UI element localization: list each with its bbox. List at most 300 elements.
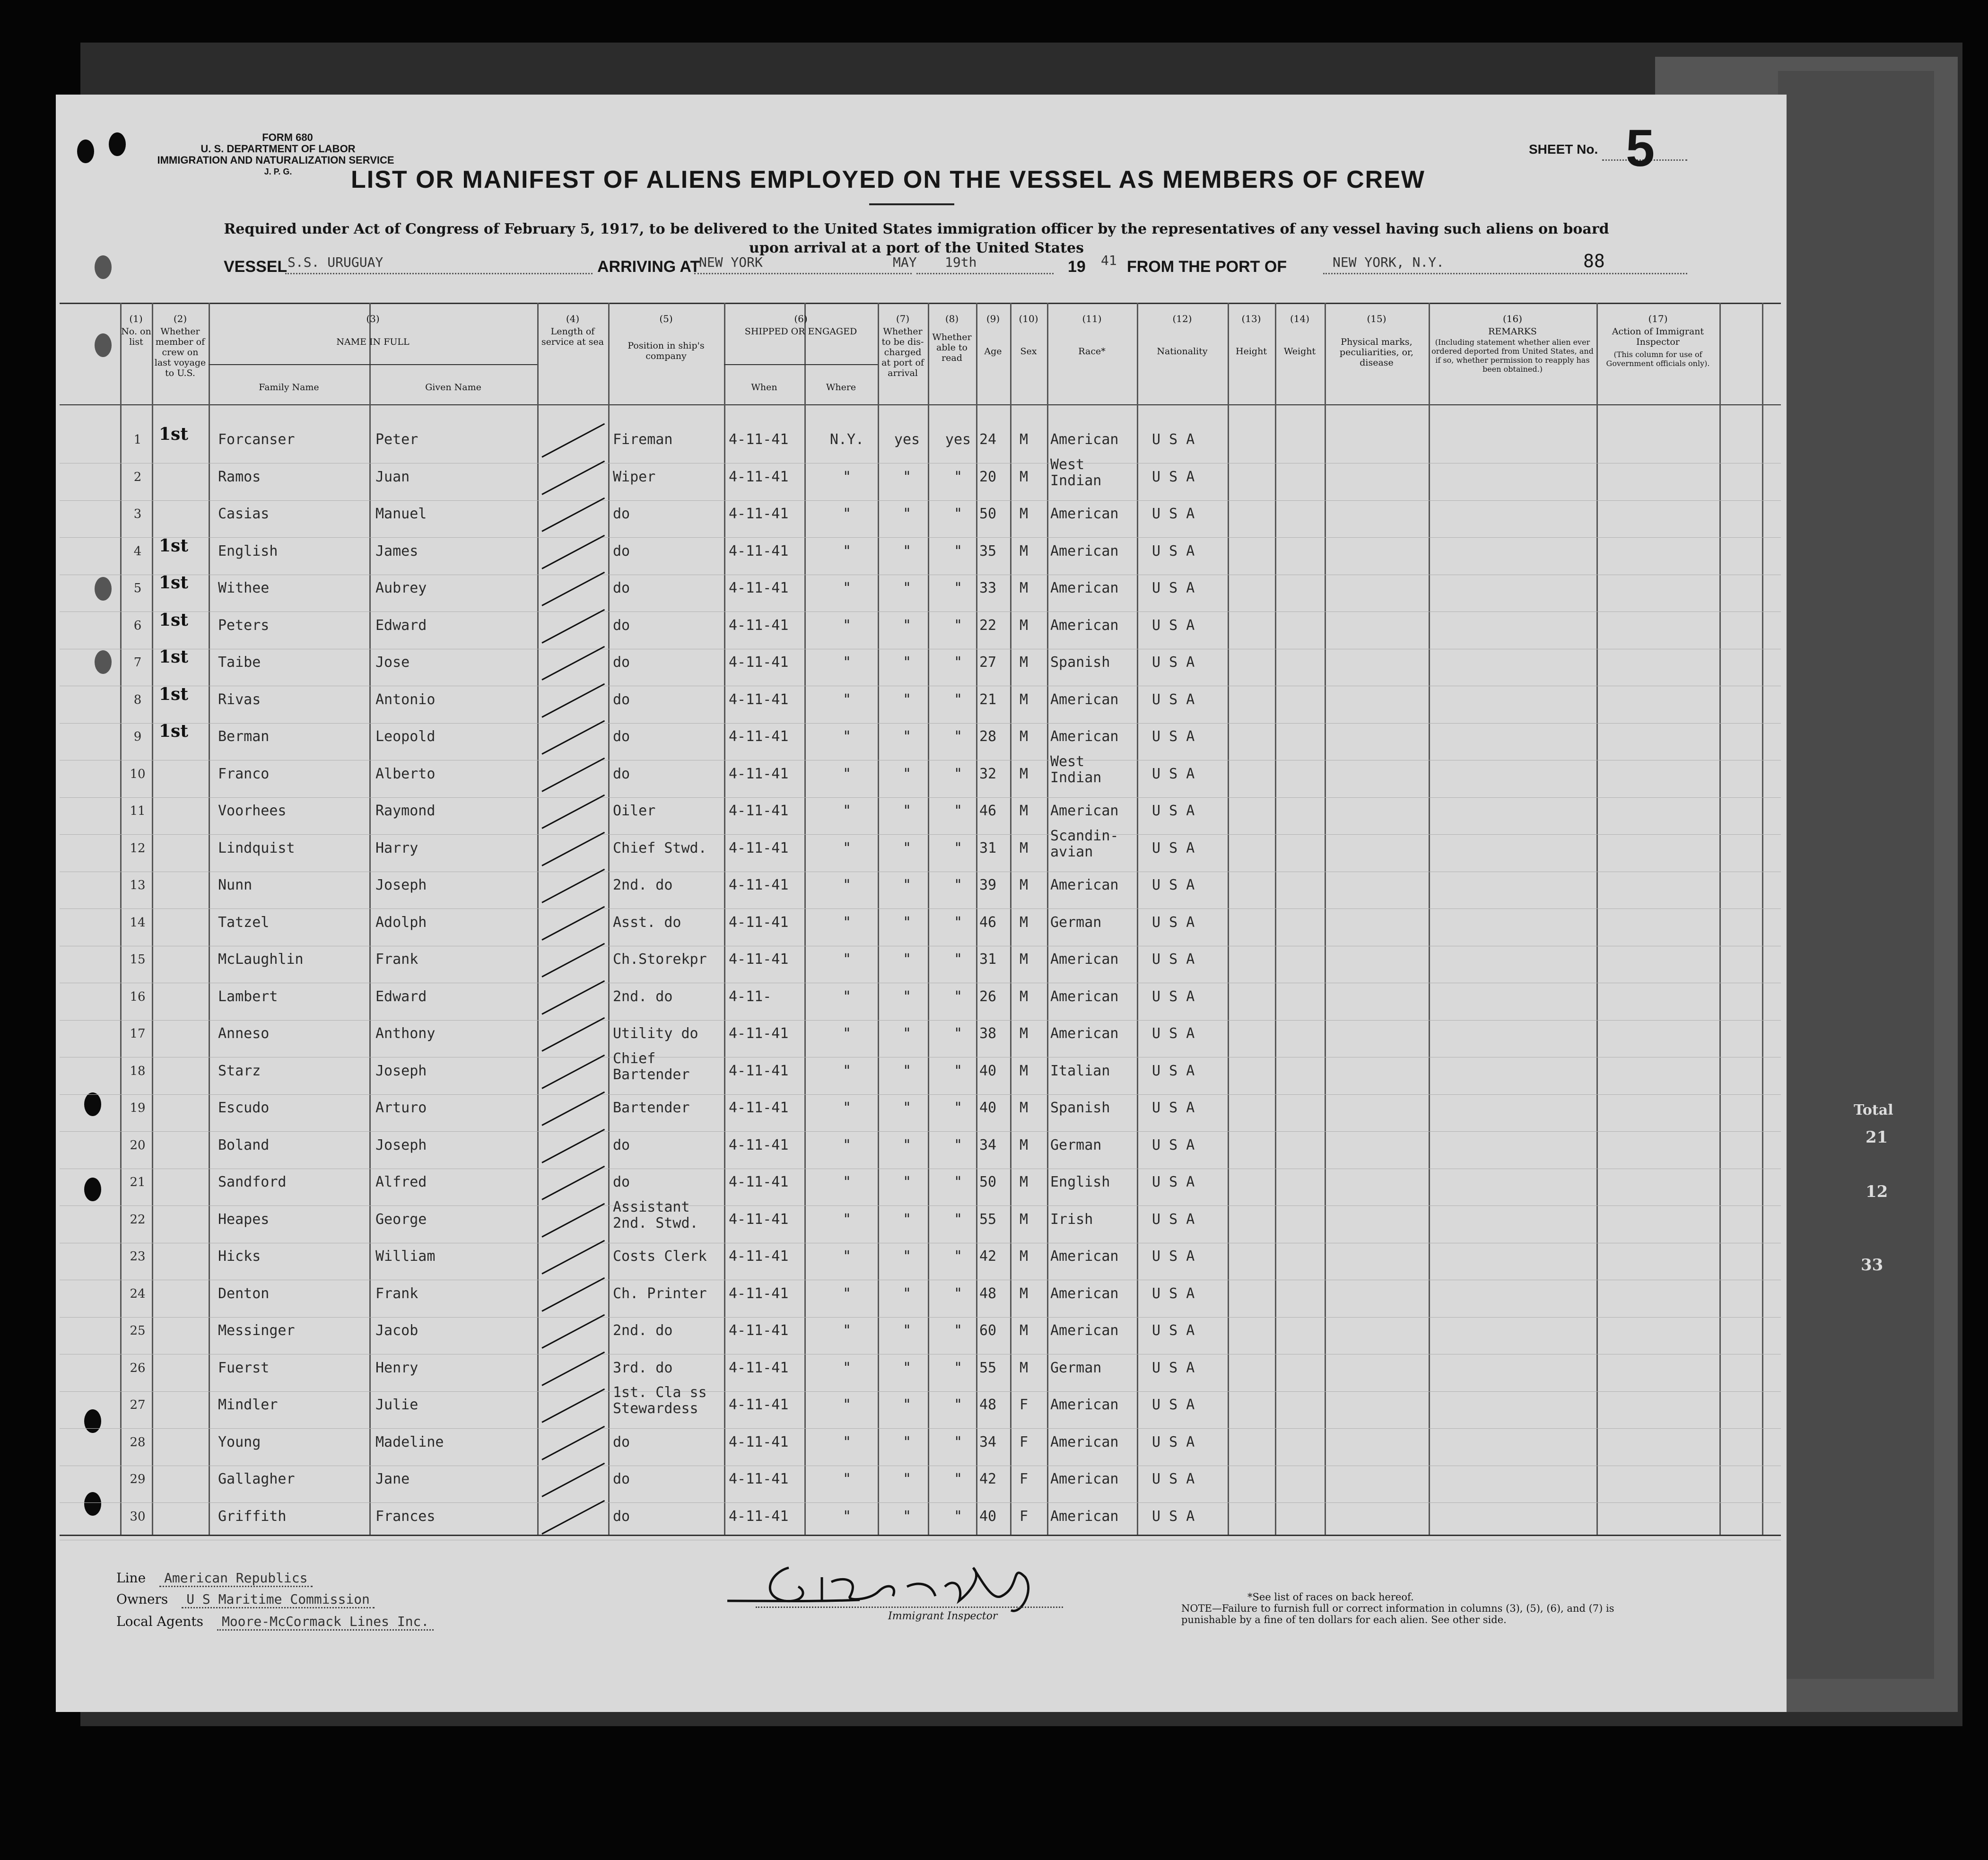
table-row <box>60 1096 1781 1133</box>
race: American <box>1050 617 1119 634</box>
service-tick-mark <box>541 980 605 1014</box>
shipped-when: 4-11- <box>729 988 772 1005</box>
row-number: 2 <box>133 470 142 484</box>
shipped-when: 4-11-41 <box>729 1285 789 1302</box>
given-name: Joseph <box>375 1136 427 1153</box>
position: Ch. Printer <box>613 1285 707 1302</box>
nationality: U S A <box>1152 839 1195 856</box>
nationality: U S A <box>1152 1397 1195 1413</box>
shipped-where: " <box>842 1025 852 1042</box>
head-action: Action of Immigrant Inspector <box>1612 326 1704 347</box>
prior-voyage-mark: 1st <box>159 573 188 593</box>
race: American <box>1050 580 1119 596</box>
sheet-number: 5 <box>1626 119 1655 177</box>
discharged: " <box>902 1322 912 1339</box>
age: 34 <box>979 1433 997 1450</box>
table-row <box>60 1282 1781 1319</box>
sex: M <box>1020 951 1029 968</box>
head-given-name: Given Name <box>425 382 481 393</box>
sex: F <box>1020 1397 1029 1413</box>
age: 21 <box>979 691 997 708</box>
row-number: 4 <box>133 544 142 559</box>
service-tick-mark <box>541 943 605 978</box>
given-name: Alfred <box>375 1174 427 1190</box>
shipped-when: 4-11-41 <box>729 1025 789 1042</box>
nationality: U S A <box>1152 1174 1195 1190</box>
prior-voyage-mark: 1st <box>159 721 188 741</box>
nationality: U S A <box>1152 951 1195 968</box>
position: do <box>613 580 630 596</box>
sex: M <box>1020 728 1029 745</box>
row-number: 19 <box>130 1101 146 1115</box>
head-length-of-service: Length of service at sea <box>541 326 604 347</box>
family-name: Mindler <box>218 1397 278 1413</box>
page-title: LIST OR MANIFEST OF ALIENS EMPLOYED ON THE VESSEL AS MEMBERS OF CREW <box>351 166 1425 193</box>
able-to-read: " <box>953 1359 963 1376</box>
able-to-read: " <box>953 617 963 634</box>
table-row <box>60 1170 1781 1207</box>
shipped-when: 4-11-41 <box>729 765 789 782</box>
discharged: " <box>902 617 912 634</box>
col-num-3: (3) <box>366 313 380 324</box>
service-tick-mark <box>541 572 605 606</box>
shipped-when: 4-11-41 <box>729 1248 789 1265</box>
able-to-read: " <box>953 839 963 856</box>
age: 35 <box>979 542 997 559</box>
race: American <box>1050 877 1119 893</box>
age: 38 <box>979 1025 997 1042</box>
shipped-when: 4-11-41 <box>729 951 789 968</box>
service-tick-mark <box>541 646 605 681</box>
race: American <box>1050 1471 1119 1487</box>
sex: M <box>1020 506 1029 522</box>
row-number: 21 <box>130 1175 146 1189</box>
shipped-when: 4-11-41 <box>729 468 789 485</box>
shipped-where: " <box>842 988 852 1005</box>
age: 46 <box>979 914 997 931</box>
prior-voyage-mark: 1st <box>159 647 188 667</box>
inspector-label: Immigrant Inspector <box>888 1610 998 1622</box>
race: English <box>1050 1174 1110 1190</box>
service-tick-mark <box>541 1203 605 1237</box>
head-height: Height <box>1236 346 1267 357</box>
able-to-read: " <box>953 914 963 931</box>
inspector-line <box>756 1606 1063 1608</box>
footnote <box>1181 1591 1645 1625</box>
family-name: Hicks <box>218 1248 261 1265</box>
table-row <box>60 1022 1781 1059</box>
position: Bartender <box>613 1100 690 1116</box>
table-row <box>60 573 1781 613</box>
nationality: U S A <box>1152 1433 1195 1450</box>
row-number: 26 <box>130 1361 146 1375</box>
race-note: *See list of races on back hereof. <box>1247 1591 1414 1603</box>
discharged: " <box>902 654 912 671</box>
age: 20 <box>979 468 997 485</box>
family-name: Voorhees <box>218 803 287 819</box>
given-name: Jacob <box>375 1322 419 1339</box>
position: do <box>613 542 630 559</box>
position: do <box>613 1508 630 1525</box>
discharged: " <box>902 839 912 856</box>
position: do <box>613 1471 630 1487</box>
race: German <box>1050 1359 1102 1376</box>
owners-field <box>116 1591 375 1607</box>
able-to-read: " <box>953 1136 963 1153</box>
race: American <box>1050 1025 1119 1042</box>
row-number: 14 <box>130 915 146 930</box>
table-header-rule <box>60 404 1781 405</box>
department-name: U. S. DEPARTMENT OF LABOR <box>201 143 356 155</box>
nationality: U S A <box>1152 877 1195 893</box>
table-row <box>60 502 1781 539</box>
nationality: U S A <box>1152 1062 1195 1079</box>
family-name: Withee <box>218 580 270 596</box>
shipped-when: 4-11-41 <box>729 691 789 708</box>
age: 46 <box>979 803 997 819</box>
line-label: Line <box>116 1570 146 1586</box>
sex: M <box>1020 542 1029 559</box>
nationality: U S A <box>1152 914 1195 931</box>
shipped-where: " <box>842 914 852 931</box>
race: American <box>1050 1433 1119 1450</box>
margin-value-1: 21 <box>1866 1128 1888 1147</box>
able-to-read: " <box>953 468 963 485</box>
row-number: 28 <box>130 1435 146 1450</box>
arriving-label: ARRIVING AT <box>597 258 700 276</box>
discharged: " <box>902 877 912 893</box>
row-number: 22 <box>130 1212 146 1227</box>
service-tick-mark <box>541 1017 605 1052</box>
table-row <box>60 1356 1781 1393</box>
punch-hole <box>77 140 94 163</box>
shipped-where: " <box>842 728 852 745</box>
prior-voyage-mark: 1st <box>159 610 188 630</box>
able-to-read: " <box>953 506 963 522</box>
requirement-text: Required under Act of Congress of February 5, 1917, to be delivered to the United States immigration officer by the representatives of any vessel having such aliens on board upon arrival at a port of the United States <box>224 221 1609 256</box>
race: German <box>1050 1136 1102 1153</box>
given-name: Aubrey <box>375 580 427 596</box>
race: American <box>1050 1285 1119 1302</box>
race: Scandin- avian <box>1050 827 1119 860</box>
year-prefix: 19 <box>1068 258 1086 276</box>
able-to-read: yes <box>945 431 971 448</box>
service-tick-mark <box>541 423 605 458</box>
shipped-when: 4-11-41 <box>729 914 789 931</box>
sex: M <box>1020 1174 1029 1190</box>
row-number: 3 <box>133 507 142 521</box>
shipped-where: " <box>842 1397 852 1413</box>
table-row <box>60 1431 1781 1467</box>
nationality: U S A <box>1152 691 1195 708</box>
able-to-read: " <box>953 1508 963 1525</box>
row-number: 18 <box>130 1064 146 1078</box>
race: West Indian <box>1050 456 1102 489</box>
sex: M <box>1020 877 1029 893</box>
discharged: " <box>902 691 912 708</box>
table-row <box>60 985 1781 1022</box>
head-whether-member: Whether member of crew on last voyage to U.S. <box>154 326 206 378</box>
shipped-when: 4-11-41 <box>729 877 789 893</box>
race: Irish <box>1050 1211 1093 1228</box>
family-name: Franco <box>218 765 270 782</box>
col-num-13: (13) <box>1241 313 1261 324</box>
row-rule <box>60 1428 1781 1429</box>
col-num-17: (17) <box>1648 313 1668 324</box>
nationality: U S A <box>1152 506 1195 522</box>
given-name: Leopold <box>375 728 436 745</box>
head-position: Position in ship's company <box>628 341 705 361</box>
agents-field <box>116 1614 434 1629</box>
date-line <box>916 272 1054 274</box>
position: Costs Clerk <box>613 1248 707 1265</box>
service-tick-mark <box>541 1388 605 1423</box>
age: 32 <box>979 765 997 782</box>
service-tick-mark <box>541 1128 605 1163</box>
race: Spanish <box>1050 1100 1110 1116</box>
service-tick-mark <box>541 460 605 495</box>
vessel-value: S.S. URUGUAY <box>288 254 384 270</box>
given-name: Jose <box>375 654 410 671</box>
family-name: Anneso <box>218 1025 270 1042</box>
discharged: " <box>902 728 912 745</box>
family-name: Casias <box>218 506 270 522</box>
service-tick-mark <box>541 1425 605 1460</box>
sex: M <box>1020 1322 1029 1339</box>
row-number: 11 <box>130 804 146 818</box>
row-rule <box>60 834 1781 835</box>
table-row <box>60 424 1781 465</box>
table-row <box>60 1467 1781 1504</box>
sex: M <box>1020 1025 1029 1042</box>
row-number: 6 <box>133 618 142 633</box>
position: Wiper <box>613 468 656 485</box>
table-row <box>60 873 1781 910</box>
name-subrule <box>209 364 537 365</box>
position: do <box>613 506 630 522</box>
discharged: yes <box>894 431 920 448</box>
position: do <box>613 1433 630 1450</box>
age: 48 <box>979 1285 997 1302</box>
line-value: American Republics <box>159 1570 312 1587</box>
family-name: Ramos <box>218 468 261 485</box>
shipped-when: 4-11-41 <box>729 1136 789 1153</box>
race: American <box>1050 506 1119 522</box>
shipped-when: 4-11-41 <box>729 1508 789 1525</box>
race: American <box>1050 691 1119 708</box>
able-to-read: " <box>953 1211 963 1228</box>
sex: F <box>1020 1433 1029 1450</box>
fine-note: NOTE—Failure to furnish full or correct information in columns (3), (5), (6), and (7) is punishable by a fine of ten dollars for each alien. See other side. <box>1181 1603 1614 1625</box>
position: do <box>613 617 630 634</box>
position: Asst. do <box>613 914 681 931</box>
race: Spanish <box>1050 654 1110 671</box>
race: American <box>1050 951 1119 968</box>
given-name: Edward <box>375 617 427 634</box>
discharged: " <box>902 1508 912 1525</box>
head-weight: Weight <box>1283 346 1316 357</box>
shipped-where: " <box>842 1359 852 1376</box>
service-tick-mark <box>541 1054 605 1089</box>
able-to-read: " <box>953 988 963 1005</box>
age: 55 <box>979 1359 997 1376</box>
able-to-read: " <box>953 1248 963 1265</box>
family-name: Fuerst <box>218 1359 270 1376</box>
family-name: Messinger <box>218 1322 295 1339</box>
family-name: McLaughlin <box>218 951 304 968</box>
head-remarks-note: (Including statement whether alien ever ordered deported from United States, and if so, whether permission to reapply has been obtained.) <box>1431 338 1594 374</box>
able-to-read: " <box>953 877 963 893</box>
col-num-10: (10) <box>1019 313 1038 324</box>
sex: F <box>1020 1508 1029 1525</box>
discharged: " <box>902 1062 912 1079</box>
shipped-where: " <box>842 1285 852 1302</box>
row-number: 16 <box>130 989 146 1004</box>
given-name: Joseph <box>375 877 427 893</box>
agents-value: Moore-McCormack Lines Inc. <box>217 1614 434 1631</box>
row-rule <box>60 797 1781 798</box>
sex: M <box>1020 468 1029 485</box>
nationality: U S A <box>1152 1248 1195 1265</box>
able-to-read: " <box>953 580 963 596</box>
sex: F <box>1020 1471 1029 1487</box>
race: West Indian <box>1050 753 1102 786</box>
table-row <box>60 721 1781 762</box>
row-number: 23 <box>130 1249 146 1264</box>
shipped-where: " <box>842 506 852 522</box>
service-tick-mark <box>541 609 605 643</box>
service-tick-mark <box>541 1240 605 1275</box>
discharged: " <box>902 765 912 782</box>
given-name: Frank <box>375 1285 419 1302</box>
row-number: 7 <box>133 655 142 670</box>
able-to-read: " <box>953 951 963 968</box>
head-family-name: Family Name <box>259 382 319 393</box>
service-tick-mark <box>541 1351 605 1386</box>
col-num-1: (1) <box>129 313 143 324</box>
family-name: Tatzel <box>218 914 270 931</box>
family-name: Boland <box>218 1136 270 1153</box>
sex: M <box>1020 988 1029 1005</box>
row-number: 24 <box>130 1286 146 1301</box>
nationality: U S A <box>1152 654 1195 671</box>
shipped-where: " <box>842 877 852 893</box>
age: 50 <box>979 1174 997 1190</box>
shipped-when: 4-11-41 <box>729 839 789 856</box>
row-number: 30 <box>130 1509 146 1524</box>
sex: M <box>1020 1136 1029 1153</box>
age: 50 <box>979 506 997 522</box>
family-name: Heapes <box>218 1211 270 1228</box>
row-rule <box>60 1094 1781 1095</box>
row-number: 10 <box>130 767 146 781</box>
title-underline <box>869 203 954 205</box>
row-rule <box>60 723 1781 724</box>
position: Chief Bartender <box>613 1050 690 1083</box>
nationality: U S A <box>1152 765 1195 782</box>
day-value: 19th <box>945 254 977 270</box>
discharged: " <box>902 1211 912 1228</box>
shipped-where: " <box>842 468 852 485</box>
table-row <box>60 1384 1781 1430</box>
position: 2nd. do <box>613 988 673 1005</box>
shipped-where: " <box>842 1322 852 1339</box>
shipped-when: 4-11-41 <box>729 1397 789 1413</box>
sex: M <box>1020 1359 1029 1376</box>
shipped-when: 4-11-41 <box>729 728 789 745</box>
shipped-when: 4-11-41 <box>729 1322 789 1339</box>
age: 39 <box>979 877 997 893</box>
service-tick-mark <box>541 1314 605 1349</box>
discharged: " <box>902 951 912 968</box>
head-age: Age <box>984 346 1002 357</box>
row-rule <box>60 1205 1781 1206</box>
row-rule <box>60 611 1781 612</box>
discharged: " <box>902 803 912 819</box>
given-name: George <box>375 1211 427 1228</box>
sex: M <box>1020 765 1029 782</box>
given-name: Joseph <box>375 1062 427 1079</box>
head-nationality: Nationality <box>1157 346 1208 357</box>
age: 60 <box>979 1322 997 1339</box>
shipped-where: " <box>842 1471 852 1487</box>
nationality: U S A <box>1152 988 1195 1005</box>
table-row <box>60 1505 1781 1542</box>
vessel-line <box>285 272 593 274</box>
discharged: " <box>902 1248 912 1265</box>
service-tick-mark <box>541 1463 605 1497</box>
service-tick-mark <box>541 720 605 755</box>
row-rule <box>60 1020 1781 1021</box>
discharged: " <box>902 580 912 596</box>
family-name: Denton <box>218 1285 270 1302</box>
owners-label: Owners <box>116 1591 168 1607</box>
age: 48 <box>979 1397 997 1413</box>
row-rule <box>60 1317 1781 1318</box>
discharged: " <box>902 914 912 931</box>
inspector-signature <box>718 1549 1096 1620</box>
punch-hole <box>95 255 112 279</box>
sex: M <box>1020 1248 1029 1265</box>
position: 2nd. do <box>613 877 673 893</box>
position: do <box>613 654 630 671</box>
family-name: Lindquist <box>218 839 295 856</box>
underlying-page-edge-2 <box>1778 71 1934 1679</box>
shipped-when: 4-11-41 <box>729 617 789 634</box>
given-name: Adolph <box>375 914 427 931</box>
given-name: Henry <box>375 1359 419 1376</box>
row-number: 15 <box>130 952 146 967</box>
head-when: When <box>751 382 777 393</box>
family-name: Lambert <box>218 988 278 1005</box>
shipped-when: 4-11-41 <box>729 654 789 671</box>
table-row <box>60 948 1781 985</box>
given-name: James <box>375 542 419 559</box>
nationality: U S A <box>1152 1285 1195 1302</box>
col-num-15: (15) <box>1367 313 1386 324</box>
service-tick-mark <box>541 683 605 717</box>
line-field <box>116 1570 313 1586</box>
row-number: 20 <box>130 1138 146 1153</box>
shipped-where: " <box>842 1174 852 1190</box>
given-name: Edward <box>375 988 427 1005</box>
race: American <box>1050 988 1119 1005</box>
given-name: Antonio <box>375 691 436 708</box>
discharged: " <box>902 468 912 485</box>
nationality: U S A <box>1152 580 1195 596</box>
service-tick-mark <box>541 906 605 940</box>
table-row <box>60 1319 1781 1356</box>
